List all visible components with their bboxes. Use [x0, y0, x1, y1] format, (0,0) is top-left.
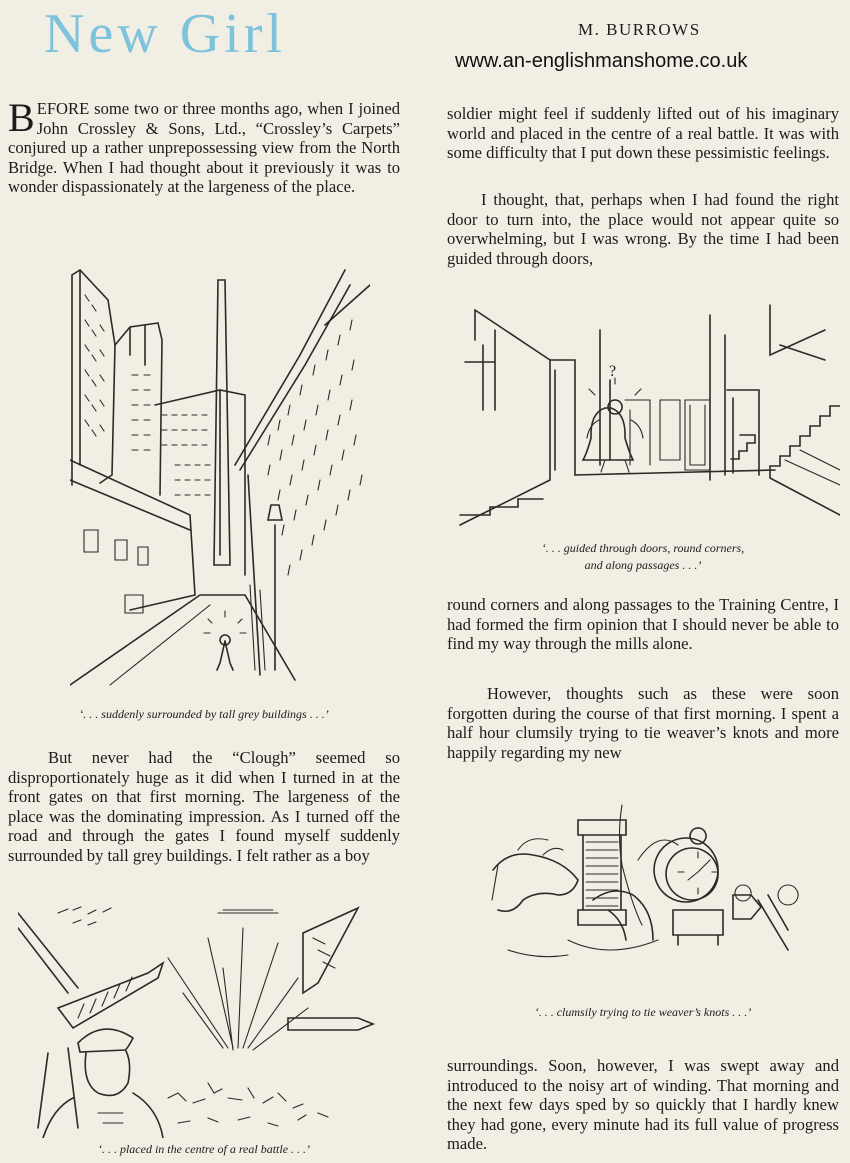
- author-name: M. BURROWS: [578, 20, 701, 39]
- doors-illustration: [455, 300, 840, 530]
- website-watermark[interactable]: www.an-englishmanshome.co.uk: [455, 50, 748, 72]
- intro-paragraph: [8, 95, 400, 197]
- battle-illustration: [18, 898, 388, 1138]
- paragraph-2-text: But never had the “Clough” seemed so disproportionately huge as it did when I turned in at the front gates on that first morning. The largeness of the place was the dominating impression. As I turned off the road and through the gates I found myself suddenly surrounded by tall grey buildings. I felt rather as a boy: [8, 748, 400, 865]
- doors-caption-line-1: ‘. . . guided through doors, round corners,: [541, 541, 745, 555]
- doors-caption: [447, 540, 839, 574]
- drop-cap: B: [8, 95, 35, 140]
- buildings-caption: ‘. . . suddenly surrounded by tall grey buildings . . .’: [79, 707, 329, 721]
- battle-caption: ‘. . . placed in the centre of a real battle . . .’: [97, 1142, 311, 1156]
- intro-text: EFORE some two or three months ago, when I joined John Crossley & Sons, Ltd., “Crossley’s Carpets” conjured up a rather unprepossessing view from the North Bridge. When I had thought about it previously it was to wonder dispassionately at the largeness of the place.: [8, 99, 400, 197]
- paragraph-4-text: I thought, that, perhaps when I had found the right door to turn into, the place would not appear quite so overwhelming, but I was wrong. By the time I had been guided through doors,: [447, 190, 839, 268]
- paragraph-4: [447, 190, 839, 268]
- paragraph-6-text: However, thoughts such as these were soon forgotten during the course of that first morning. I spent a half hour clumsily trying to tie weaver’s knots and more happily regarding my new: [447, 684, 839, 762]
- knots-illustration: [488, 800, 818, 975]
- knots-caption: ‘. . . clumsily trying to tie weaver’s knots . . .’: [534, 1005, 752, 1019]
- paragraph-5-text: round corners and along passages to the Training Centre, I had formed the firm opinion that I should never be able to find my way through the mills alone.: [447, 595, 839, 654]
- paragraph-5: [447, 595, 839, 654]
- paragraph-2: [8, 748, 400, 866]
- paragraph-7: [447, 1056, 839, 1154]
- paragraph-7-text: surroundings. Soon, however, I was swept away and introduced to the noisy art of winding. That morning and the next few days sped by so quickly that I hardly knew they had gone, every minute had its full value of progress made.: [447, 1056, 839, 1154]
- doors-caption-line-2: and along passages . . .’: [584, 558, 702, 572]
- question-mark: ?: [609, 363, 617, 380]
- buildings-illustration: [70, 265, 370, 690]
- paragraph-3: [447, 104, 839, 163]
- article-title: New Girl: [44, 3, 286, 65]
- paragraph-3-text: soldier might feel if suddenly lifted out of his imaginary world and placed in the centre of a real battle. It was with some difficulty that I put down these pessimistic feelings.: [447, 104, 839, 163]
- paragraph-6: [447, 684, 839, 762]
